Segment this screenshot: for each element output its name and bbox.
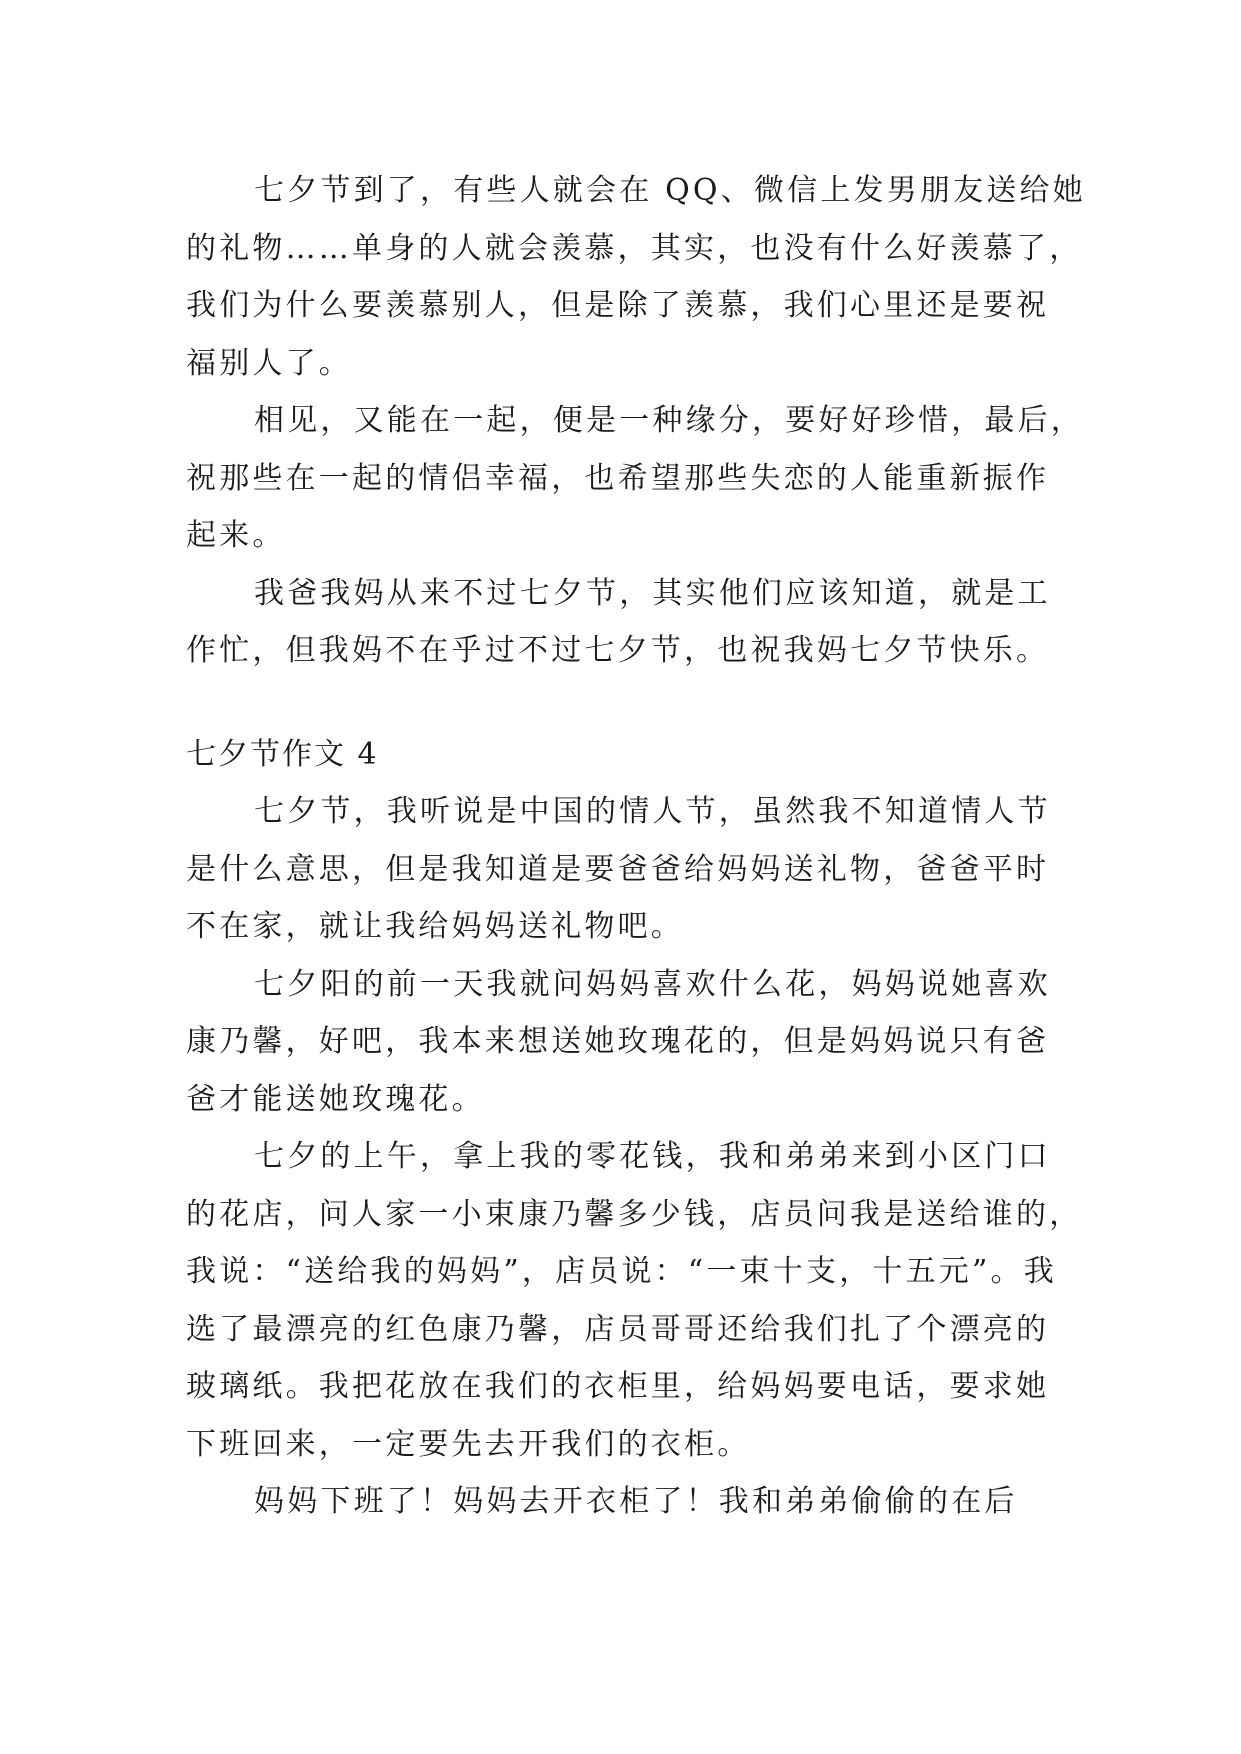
paragraph-3 (186, 565, 1056, 680)
text-line: 下班回来，一定要先去开我们的衣柜。 (186, 1426, 751, 1462)
text-line: 选了最漂亮的红色康乃馨，店员哥哥还给我们扎了个漂亮的 (186, 1311, 1050, 1347)
text-line: 的花店，问人家一小束康乃馨多少钱，店员问我是送给谁的， (186, 1196, 1083, 1232)
text-line: 七夕的上午，拿上我的零花钱，我和弟弟来到小区门口 (254, 1139, 1051, 1174)
text-line: 的礼物……单身的人就会羡慕，其实，也没有什么好羡慕了， (186, 230, 1083, 266)
paragraph-7 (186, 1473, 1056, 1531)
text-line: 相见，又能在一起，便是一种缘分，要好好珍惜，最后， (254, 403, 1084, 438)
text-line: 七夕节到了，有些人就会在 QQ、微信上发男朋友送给她 (254, 173, 1086, 208)
text-line: 我说：“送给我的妈妈”，店员说：“一束十支，十五元”。我 (186, 1254, 1057, 1289)
paragraph-6 (186, 1128, 1083, 1473)
text-line: 不在家，就让我给妈妈送礼物吧。 (186, 909, 684, 944)
text-line: 七夕阳的前一天我就问妈妈喜欢什么花，妈妈说她喜欢 (254, 966, 1051, 1002)
paragraph-1 (186, 162, 1086, 392)
text-line: 七夕节，我听说是中国的情人节，虽然我不知道情人节 (254, 794, 1051, 829)
paragraph-4 (186, 783, 1056, 956)
document-body (186, 162, 1086, 1531)
section-gap (186, 680, 1056, 726)
text-line: 祝那些在一起的情侣幸福，也希望那些失恋的人能重新振作 (186, 460, 1050, 496)
text-line: 作忙，但我妈不在乎过不过七夕节，也祝我妈七夕节快乐。 (186, 633, 1050, 668)
text-line: 妈妈下班了！妈妈去开衣柜了！我和弟弟偷偷的在后 (254, 1484, 1018, 1519)
text-line: 玻璃纸。我把花放在我们的衣柜里，给妈妈要电话，要求她 (186, 1369, 1050, 1404)
paragraph-2 (186, 392, 1084, 565)
text-line: 起来。 (186, 518, 286, 553)
text-line: 康乃馨，好吧，我本来想送她玫瑰花的，但是妈妈说只有爸 (186, 1024, 1050, 1059)
text-line: 我爸我妈从来不过七夕节，其实他们应该知道，就是工 (254, 575, 1051, 611)
section-title: 七夕节作文 4 (186, 736, 379, 772)
text-line: 我们为什么要羡慕别人，但是除了羡慕，我们心里还是要祝 (186, 288, 1050, 323)
text-line: 是什么意思，但是我知道是要爸爸给妈妈送礼物，爸爸平时 (186, 851, 1050, 887)
text-line: 福别人了。 (186, 345, 352, 381)
paragraph-5 (186, 956, 1056, 1129)
text-line: 爸才能送她玫瑰花。 (186, 1081, 485, 1117)
